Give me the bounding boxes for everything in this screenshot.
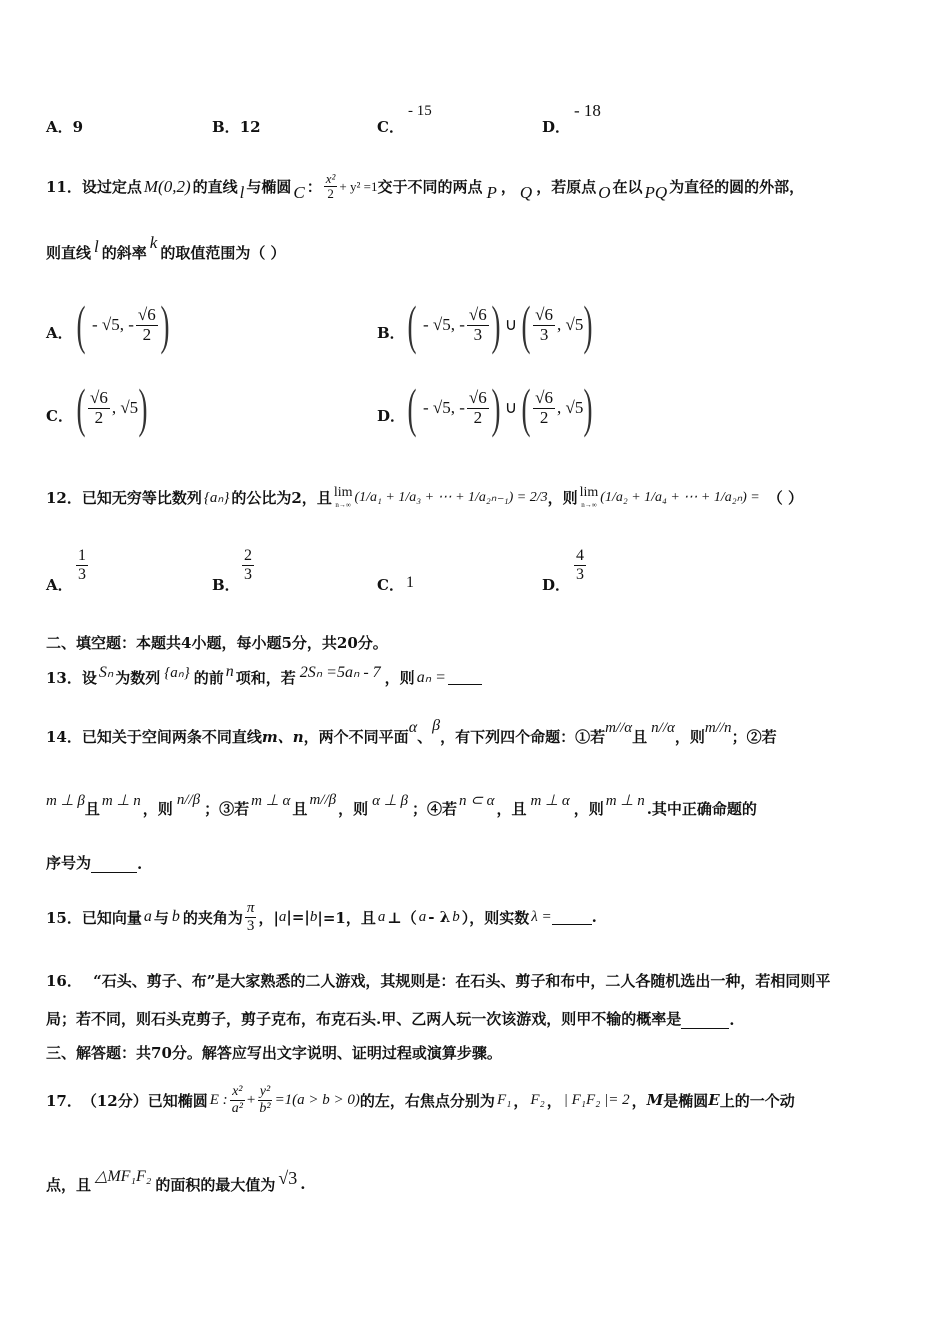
q14-c2a: m ⊥ β xyxy=(46,792,85,809)
q14-c4b: m ⊥ α xyxy=(530,792,570,809)
q15-text-4: ，| xyxy=(258,908,279,927)
q15-answer-blank[interactable] xyxy=(552,910,592,925)
q12-stem xyxy=(46,476,803,518)
q11-line2-text-1: 则直线 xyxy=(46,244,92,262)
q13-text-3: 的前 xyxy=(193,668,224,687)
q17-eq-tail: =1(a > b > 0) xyxy=(274,1091,360,1108)
q12-option-a-label: A． xyxy=(46,576,73,594)
q11-b-neg-sqrt5: - √5, - xyxy=(422,315,465,334)
q11-line2-k: k xyxy=(149,232,158,252)
q11-text-1: 设过定点 xyxy=(81,178,142,197)
q12-expr-2: (1/a₂ + 1/a₄ + ⋯ + 1/a₂ₙ) = xyxy=(600,489,760,505)
q14-beta: β xyxy=(432,717,441,734)
q14-and-1: 且 xyxy=(632,727,648,746)
q17-triangle: △MF₁F₂ xyxy=(95,1168,152,1185)
q11-c-sqrt5: , √5 xyxy=(111,398,139,417)
q17-line2-text-2: 的面积的最大值为 xyxy=(155,1175,276,1194)
q14-period: . xyxy=(137,855,143,873)
q17-period: . xyxy=(300,1175,306,1193)
q11-text-4: 交于不同的两点 xyxy=(377,178,483,197)
q17-text-2: 的左，右焦点分别为 xyxy=(359,1091,495,1110)
q11-line2-text-2: 的斜率 xyxy=(101,244,147,262)
q14-and-3: 且 xyxy=(292,799,308,818)
q11-point-p: P xyxy=(486,182,497,202)
q11-option-b-math: ( - √5, - $\frac{√6}{3}$ ) ∪ ( $\frac{√6}{3}$ , √5 ) xyxy=(407,295,593,355)
q12-text-1: 已知无穷等比数列 xyxy=(81,488,202,507)
q17-eq-e: E : xyxy=(209,1091,228,1108)
q13-answer-lhs: aₙ = xyxy=(416,669,446,686)
q17-f1: F₁ xyxy=(496,1091,512,1108)
q14-c2b: m ⊥ n xyxy=(101,792,141,809)
q12-option-c-label: C． xyxy=(377,576,404,594)
q15-text-2: 与 xyxy=(153,908,169,927)
q11-b-cup: ∪ xyxy=(504,315,518,334)
q11-option-a-label: A． xyxy=(46,324,73,342)
q15-lambda: λ = xyxy=(531,908,552,925)
q11-text-6: 在以 xyxy=(612,178,643,197)
q11-line2-text-3: 的取值范围为（ ） xyxy=(160,244,286,262)
q14-text-6: ；④若 xyxy=(412,799,458,818)
q11-option-c-label: C． xyxy=(46,407,73,425)
q15-period: . xyxy=(591,908,597,926)
q16-answer-blank[interactable] xyxy=(681,1014,729,1029)
q12-option-b-label: B． xyxy=(212,576,240,594)
q11-d-frac1: $\frac{√6}{2}$ xyxy=(468,387,487,427)
q11-line-l: l xyxy=(239,182,245,202)
q14-stem-line2 xyxy=(46,791,757,822)
q11-text-2: 的直线 xyxy=(192,178,238,197)
q17-text-4: 是椭圆 xyxy=(663,1091,709,1110)
q10-option-b-value: 12 xyxy=(239,118,261,136)
q16-line1 xyxy=(46,970,830,991)
q15-text-5: |=| xyxy=(286,908,310,926)
q14-stem-line3 xyxy=(46,852,142,873)
q14-text-1: 已知关于空间两条不同直线 xyxy=(81,727,262,746)
q10-option-a-value: 9 xyxy=(72,118,84,136)
q17-number: 17． xyxy=(46,1091,82,1110)
q16-line2 xyxy=(46,1008,734,1029)
q12-seq: {aₙ} xyxy=(203,489,230,506)
q17-dist: | F₁F₂ |= 2 xyxy=(563,1091,630,1108)
q14-line3-text: 序号为 xyxy=(46,854,92,872)
q17-f2: F₂ xyxy=(530,1091,545,1108)
q14-c1b: n//α xyxy=(651,719,675,736)
q11-b-frac2: $\frac{√6}{3}$ xyxy=(535,304,553,344)
q14-sep: 、 xyxy=(417,727,433,746)
q13-answer-blank[interactable] xyxy=(448,670,482,685)
q16-number: 16． xyxy=(46,972,82,990)
q11-d-neg-sqrt5: - √5, - xyxy=(422,398,465,417)
q14-text-5: ；③若 xyxy=(204,799,250,818)
q12-lim-1: lim n→∞ xyxy=(333,485,353,509)
q14-comma-and: ，且 xyxy=(496,799,527,818)
q14-c4r: m ⊥ n xyxy=(605,792,645,809)
q12-option-a-frac: $\frac{1}{3}$ xyxy=(78,547,86,583)
q15-text-7: ⊥（ xyxy=(387,908,417,927)
q13-text-1: 设 xyxy=(81,668,97,687)
q10-option-c-value: - 15 xyxy=(408,103,432,119)
q14-text-7: .其中正确命题的 xyxy=(646,799,757,818)
q10-option-d xyxy=(542,116,570,137)
q11-comma: ， xyxy=(500,178,516,197)
q14-c3a: m ⊥ α xyxy=(251,792,291,809)
q11-b-sqrt5: , √5 xyxy=(557,315,584,334)
q12-text-3: ，则 xyxy=(547,488,578,507)
q12-text-2: 的公比为2，且 xyxy=(231,488,332,507)
q15-text-9: ），则实数 xyxy=(461,908,530,927)
q11-text-5: ，若原点 xyxy=(536,178,597,197)
q13-equation: 2Sₙ =5aₙ - 7 xyxy=(299,664,381,681)
q14-c1a: m//α xyxy=(605,719,633,736)
q11-origin-o: O xyxy=(598,182,611,202)
q13-n: n xyxy=(225,663,234,680)
q11-point-q: Q xyxy=(519,182,533,202)
q15-vector-b: b xyxy=(171,908,180,925)
q17-sqrt3: √3 xyxy=(278,1167,298,1188)
q16-line2-text: 局；若不同，则石头克剪子，剪子克布，布克石头.甲、乙两人玩一次该游戏，则甲不输的概率是 xyxy=(46,1010,682,1028)
q11-option-c-math: ( $\frac{√6}{2}$ , √5 ) xyxy=(76,378,148,438)
q17-e: E xyxy=(708,1091,720,1109)
q13-an-set: {aₙ} xyxy=(164,664,190,681)
q17-text-3: ， xyxy=(631,1091,647,1110)
q14-and-2: 且 xyxy=(84,799,100,818)
q17-stem-line2 xyxy=(46,1166,305,1202)
q11-a-frac: $\frac{√6}{2}$ xyxy=(137,304,156,344)
q11-number: 11． xyxy=(46,178,82,197)
q12-lim-2: lim n→∞ xyxy=(579,485,599,509)
q15-angle-frac: $\frac{\pi}{3}$ xyxy=(246,900,255,934)
q10-option-c-label: C． xyxy=(377,118,404,136)
q13-sn: Sₙ xyxy=(98,664,114,681)
q11-line2-l: l xyxy=(94,236,99,256)
q14-stem-line1 xyxy=(46,717,777,750)
q10-option-a xyxy=(46,116,83,137)
q11-point-m: M(0,2) xyxy=(143,176,191,196)
q15-text-1: 已知向量 xyxy=(81,908,142,927)
q11-option-d-label: D． xyxy=(377,407,406,425)
q14-c4a: n ⊂ α xyxy=(459,792,495,809)
q14-answer-blank[interactable] xyxy=(91,858,137,873)
q12-expr-1: (1/a₁ + 1/a₃ + ⋯ + 1/a₂ₙ₋₁) = 2/3 xyxy=(354,489,548,505)
q11-ellipse-den: 2 xyxy=(327,186,334,202)
q10-option-d-label: D． xyxy=(542,118,571,136)
q11-segment-pq: PQ xyxy=(644,182,668,202)
q11-ellipse-fraction xyxy=(324,172,338,202)
q14-then-2: ，则 xyxy=(142,799,173,818)
q13-text-5: ，则 xyxy=(384,668,415,687)
q13-stem xyxy=(46,664,482,690)
q13-text-2: 为数列 xyxy=(115,668,161,687)
q15-text-3: 的夹角为 xyxy=(182,908,243,927)
q14-then-4: ，则 xyxy=(573,799,604,818)
q14-mn: m、n xyxy=(261,727,304,746)
q15-vector-a: a xyxy=(143,908,152,925)
q12-option-c-value: 1 xyxy=(406,574,414,591)
q11-c-frac: $\frac{√6}{2}$ xyxy=(89,387,108,427)
q10-option-d-value: - 18 xyxy=(574,101,601,120)
q11-option-b-label: B． xyxy=(377,324,405,342)
q11-colon: ： xyxy=(306,178,322,197)
q14-c3b: m//β xyxy=(309,791,337,808)
q11-d-sqrt5: , √5 xyxy=(557,398,584,417)
q17-score: （12分） xyxy=(81,1091,148,1110)
q10-option-a-label: A． xyxy=(46,118,73,136)
section-3-heading: 三、解答题：共70分。解答应写出文字说明、证明过程或演算步骤。 xyxy=(46,1044,502,1062)
q15-number: 15． xyxy=(46,908,82,927)
q12-option-d-label: D． xyxy=(542,576,571,594)
q11-stem-line2 xyxy=(46,232,286,263)
q17-line2-text-1: 点，且 xyxy=(46,1175,92,1194)
q16-period: . xyxy=(729,1011,735,1029)
q16-line1-text: “石头、剪子、布”是大家熟悉的二人游戏，其规则是：在石头、剪子和布中，二人各随机选出一种，若相同则平 xyxy=(93,972,831,990)
q11-d-cup: ∪ xyxy=(504,398,518,417)
q11-curve-c: C xyxy=(293,182,305,202)
q11-option-d-math: ( - √5, - $\frac{√6}{2}$ ) ∪ ( $\frac{√6}{2}$ , √5 ) xyxy=(407,378,593,438)
q11-text-3: 与椭圆 xyxy=(246,178,292,197)
q17-comma: ， xyxy=(513,1091,529,1110)
q11-stem-line1 xyxy=(46,172,804,202)
q12-option-d-frac: $\frac{4}{3}$ xyxy=(576,547,584,583)
q11-option-a-math: ( - √5, - $\frac{√6}{2}$ ) xyxy=(76,295,170,355)
q17-m: M xyxy=(646,1091,664,1109)
q17-text-1: 已知椭圆 xyxy=(147,1091,208,1110)
q14-c2r: n//β xyxy=(176,791,201,808)
section-2-heading: 二、填空题：本题共4小题，每小题5分，共20分。 xyxy=(46,634,388,652)
q17-text-5: 上的一个动 xyxy=(719,1091,795,1110)
q14-text-4: ；②若 xyxy=(731,727,777,746)
q12-number: 12． xyxy=(46,488,82,507)
q14-text-2: ，两个不同平面 xyxy=(303,727,409,746)
q14-c3r: α ⊥ β xyxy=(372,792,409,809)
q14-text-3: ，有下列四个命题：①若 xyxy=(440,727,606,746)
q17-frac-y: $\frac{\text{y²}}{\text{b²}}$ xyxy=(259,1084,271,1116)
q11-d-frac2: $\frac{√6}{2}$ xyxy=(535,387,553,427)
q17-stem-line1: 17． （12分） 已知椭圆 E : $\frac{\text{x²}}{\text{a²}}$ + $\frac{\text{y²}}{\text{b²}}$ =1(a > b > 0) 的左，右焦点分别为 F₁ ， F₂ ， | F₁F₂ |= 2 ， M 是椭圆 E 上的一个动 xyxy=(46,1084,795,1116)
q15-text-6: |=1，且 xyxy=(317,908,376,927)
q15-stem: 15． 已知向量 a 与 b 的夹角为 $\frac{\pi}{3}$ ，| a |=| b |=1，且 a ⊥（ a - λ b ），则实数 λ = . xyxy=(46,900,597,934)
q13-number: 13． xyxy=(46,668,82,687)
q14-then-1: ，则 xyxy=(674,727,705,746)
q10-option-c xyxy=(377,116,404,137)
q11-ellipse-num: x² xyxy=(325,171,336,186)
q11-b-frac1: $\frac{√6}{3}$ xyxy=(468,304,487,344)
q14-then-3: ，则 xyxy=(338,799,369,818)
q11-a-neg-sqrt5: - √5, - xyxy=(91,315,134,334)
q12-option-b-frac: $\frac{2}{3}$ xyxy=(244,547,252,583)
q12-text-4: （ ） xyxy=(767,488,803,507)
q13-text-4: 项和，若 xyxy=(235,668,296,687)
q11-text-7: 为直径的圆的外部， xyxy=(669,178,805,197)
q14-c1r: m//n xyxy=(704,719,732,736)
q11-ellipse-rest: + y² =1 xyxy=(339,178,378,194)
q14-alpha: α xyxy=(408,719,418,736)
q10-option-b xyxy=(212,116,261,137)
q10-option-b-label: B． xyxy=(212,118,240,136)
q14-number: 14． xyxy=(46,727,82,746)
q17-frac-x: $\frac{\text{x²}}{\text{a²}}$ xyxy=(231,1084,243,1116)
q15-text-8: - λ xyxy=(428,908,451,926)
